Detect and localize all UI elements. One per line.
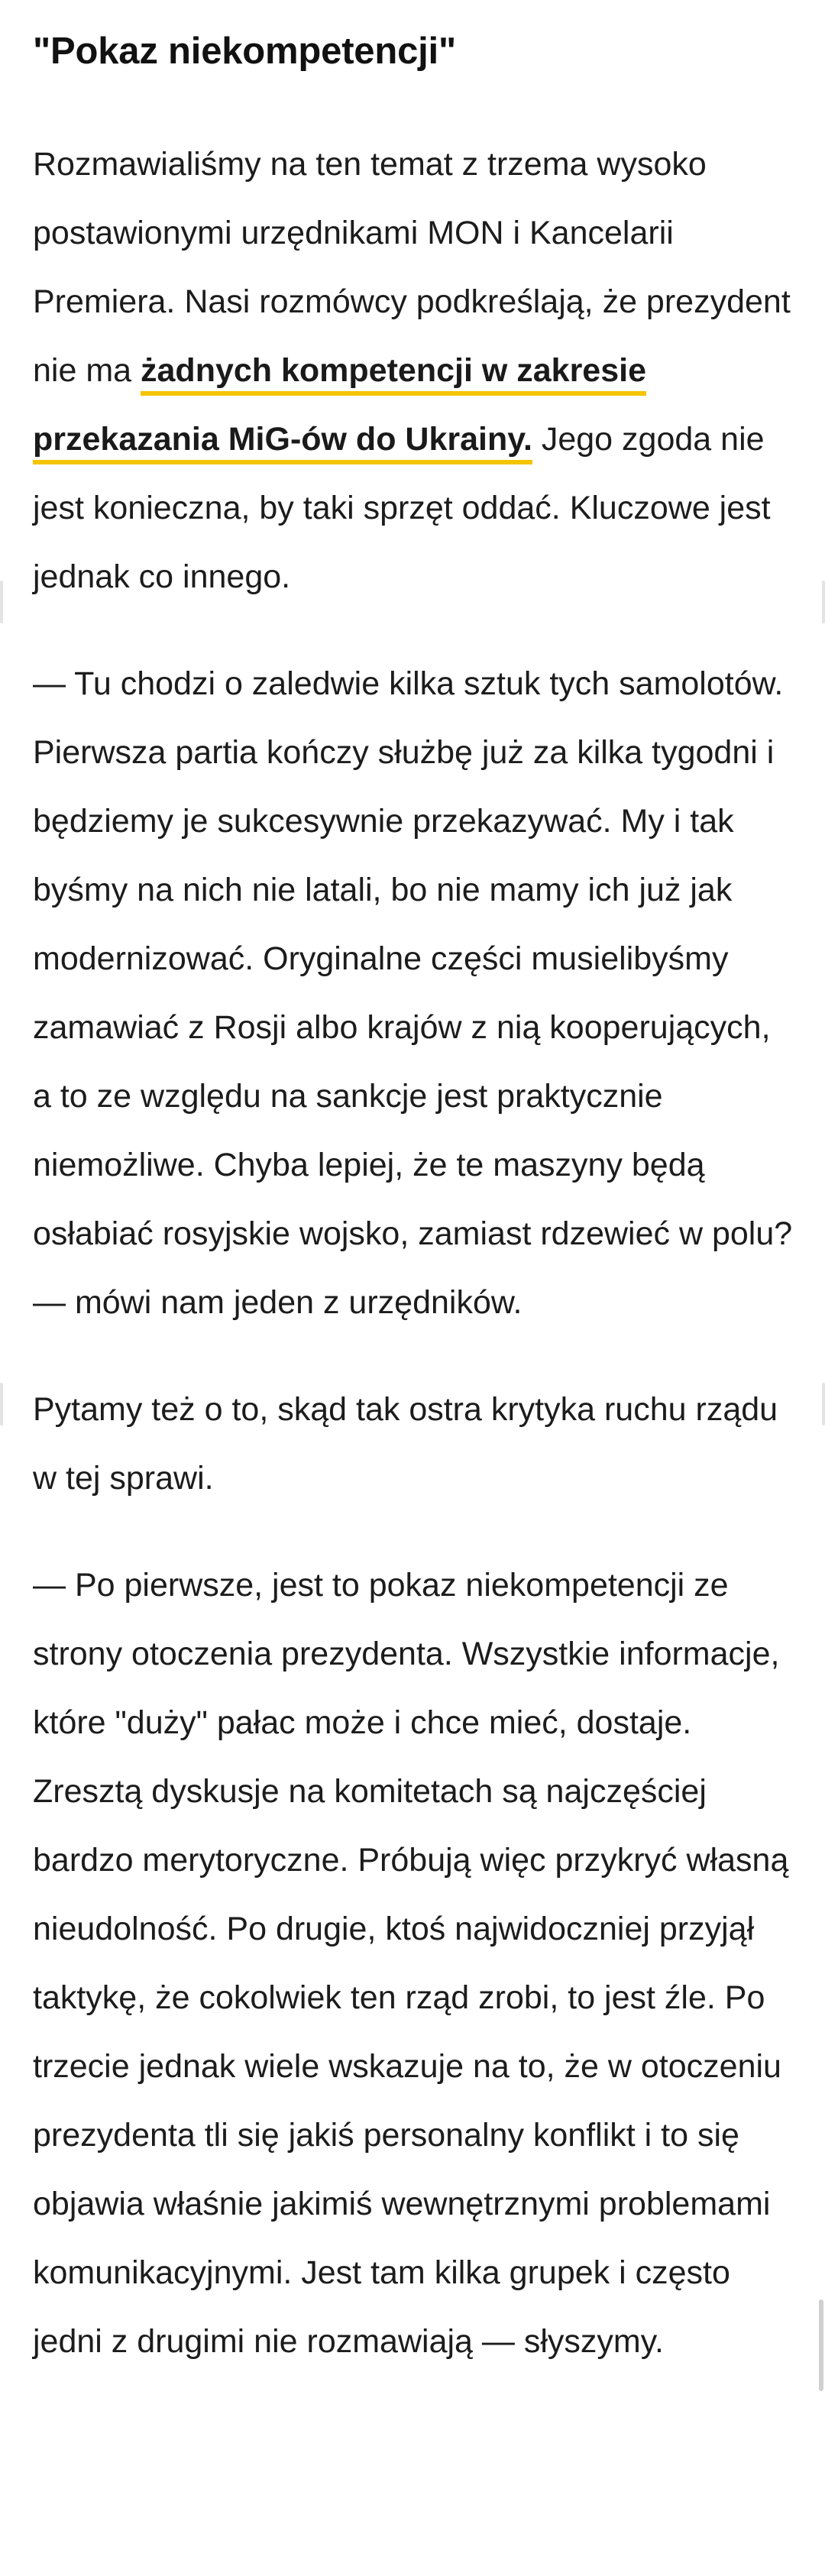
right-edge-marker bbox=[822, 581, 825, 623]
highlighted-link[interactable]: żadnych kompetencji w zakresie przekazania MiG-ów do Ukrainy. bbox=[33, 352, 646, 464]
left-edge-marker bbox=[0, 581, 3, 623]
paragraph-4-quote: — Po pierwsze, jest to pokaz niekompetencji ze strony otoczenia prezydenta. Wszystkie informacje, które "duży" pałac może i chce mieć, dostaje. Zresztą dyskusje na komitetach są najczęściej bardzo merytoryczne. Próbują więc przykryć własną nieudolność. Po drugie, ktoś najwidoczniej przyjął taktykę, że cokolwiek ten rząd zrobi, to jest źle. Po trzecie jednak wiele wskazuje na to, że w otoczeniu prezydenta tli się jakiś personalny konflikt i to się objawia właśnie jakimiś wewnętrznymi problemami komunikacyjnymi. Jest tam kilka grupek i często jedni z drugimi nie rozmawiają — słyszymy. bbox=[33, 1567, 789, 2360]
paragraph-1 bbox=[33, 130, 797, 611]
article-body bbox=[33, 9, 797, 2376]
section-heading: "Pokaz niekompetencji" bbox=[33, 31, 457, 72]
scrollbar-thumb[interactable] bbox=[819, 2299, 823, 2391]
paragraph-3: Pytamy też o to, skąd tak ostra krytyka ruchu rządu w tej sprawi. bbox=[33, 1391, 778, 1497]
paragraph-2-quote: — Tu chodzi o zaledwie kilka sztuk tych samolotów. Pierwsza partia kończy służbę już za kilka tygodni i będziemy je sukcesywnie przekazywać. My i tak byśmy na nich nie latali, bo nie mamy ich już jak modernizować. Oryginalne części musielibyśmy zamawiać z Rosji albo krajów z nią kooperujących, a to ze względu na sankcje jest praktycznie niemożliwe. Chyba lepiej, że te maszyny będą osłabiać rosyjskie wojsko, zamiast rdzewieć w polu? — mówi nam jeden z urzędników. bbox=[33, 665, 793, 1321]
paragraph-1-text-after: Jego zgoda nie jest konieczna, by taki sprzęt oddać. Kluczowe jest jednak co innego. bbox=[33, 421, 771, 595]
left-edge-marker-2 bbox=[0, 1383, 3, 1426]
paragraph-1-text-before: Rozmawialiśmy na ten temat z trzema wysoko postawionymi urzędnikami MON i Kancelarii Premiera. Nasi rozmówcy podkreślają, że prezydent nie ma bbox=[33, 146, 791, 389]
right-edge-marker-2 bbox=[822, 1383, 825, 1426]
